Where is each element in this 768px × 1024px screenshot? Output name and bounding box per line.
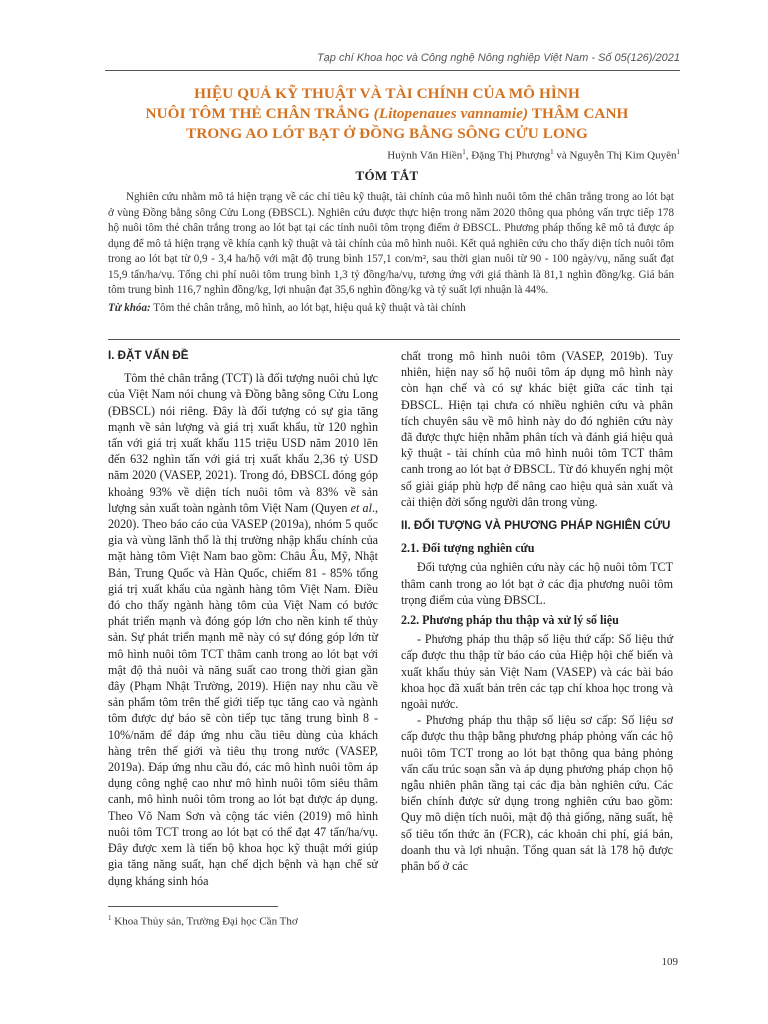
author-affiliation-mark: 1 [550,148,554,156]
title-line-2 [100,104,674,124]
author-affiliation-mark: 1 [676,148,680,156]
keywords-text: Tôm thẻ chân trắng, mô hình, ao lót bạt, hiệu quả kỹ thuật và tài chính [150,301,466,314]
abstract [108,190,674,316]
subsection-2-2-title: 2.2. Phương pháp thu thập và xử lý số liệu [401,613,619,628]
author-affiliation-mark: 1 [462,148,466,156]
subsection-2-1-title: 2.1. Đối tượng nghiên cứu [401,541,535,556]
primary-data-paragraph: - Phương pháp thu thập số liệu sơ cấp: Số liệu sơ cấp được thu thập bằng phương pháp phỏng vấn các hộ nuôi tôm TCT trong ao lót bạt thông qua bảng phỏng vấn cấu trúc soạn sẵn và áp dụng phương pháp chọn hộ ngẫu nhiên phân tầng tại các địa bàn nghiên cứu. Các biến chính được sử dụng trong nghiên cứu bao gồm: Quy mô diện tích nuôi, mật độ thả giống, năng suất, hệ số tiêu tốn thức ăn (FCR), các khoản chi phí, giá bán, doanh thu và lợi nhuận. Tổng quan sát là 178 hộ được phân bố ở các [401,713,673,874]
section-1-paragraph [108,370,378,889]
title-line-2-post: THÂM CANH [528,105,629,122]
keywords-label: Từ khóa: [108,301,151,314]
section-1-continuation: chất trong mô hình nuôi tôm (VASEP, 2019b). Tuy nhiên, hiện nay số hộ nuôi tôm áp dụng mô hình này còn hạn chế và có sự khác biệt giữa các tỉnh tại ĐBSCL. Hiện tại chưa có nhiều nghiên cứu và phân tích chuyên sâu về mô hình này do đó nghiên cứu này đã được thực hiện nhằm phân tích và đánh giá hiệu quả kỹ thuật - tài chính của mô hình nuôi tôm TCT thâm canh trong ao lót bạt ở ĐBSCL. Từ đó khuyến nghị một số giải giáp phù hợp để nâng cao hiệu quả sản xuất và cải thiện đời sống người dân trong vùng. [401,349,673,509]
page-number: 109 [661,956,678,968]
section-1-title: I. ĐẶT VẤN ĐỀ [108,349,189,362]
keywords [108,301,674,317]
title-line-3: TRONG AO LÓT BẠT Ở ĐỒNG BẰNG SÔNG CỬU LONG [186,125,588,142]
journal-header: Tạp chí Khoa học và Công nghệ Nông nghiệp Việt Nam - Số 05(126)/2021 [316,52,680,64]
author-1: Huỳnh Văn Hiền [387,149,463,162]
left-column [108,348,378,889]
paper-title [100,84,674,144]
paragraph-text: ., 2020). Theo báo cáo của VASEP (2019a), nhóm 5 quốc gia và vùng lãnh thổ là thị trường nhập khẩu chính của mặt hàng tôm Việt Nam bao gồm: Châu Âu, Mỹ, Nhật Bản, Trung Quốc và Hàn Quốc, chiếm 81 - 85% tổng giá trị xuất khẩu của ngành hàng tôm Việt Nam. Điều đó cho thấy ngành hàng tôm của Việt Nam có bước phát triển mạnh và đóng góp lớn cho nền kinh tế thủy sản. Sự phát triển mạnh mẽ này có sự đóng góp lớn từ mô hình nuôi tôm TCT thâm canh trong ao lót bạt với mật độ thả nuôi và năng suất cao trong thời gian gần đây (Phạm Nhật Trường, 2019). Hiện nay nhu cầu về sản phẩm tôm trên thế giới tiếp tục tăng cao và ngành tôm được dự báo sẽ còn tiếp tục tăng trung bình 8 - 10%/năm để đáp ứng nhu cầu tiêu dùng của khách hàng trên thế giới và tiêu thụ trong nước (VASEP, 2019a). Đáp ứng nhu cầu đó, các mô hình nuôi tôm áp dụng công nghệ cao như mô hình nuôi tôm siêu thâm canh, mô hình nuôi tôm trong ao lót bạt được áp dụng. Theo Võ Nam Sơn và cộng tác viên (2019) mô hình nuôi tôm TCT trong ao lót bạt có thể đạt 47 tấn/ha/vụ. Đây được xem là tiến bộ khoa học kỹ thuật mới giúp gia tăng năng suất, hạn chế dịch bệnh và hạn chế sử dụng kháng sinh hóa [108,500,378,888]
right-column [401,348,673,874]
abstract-body: Nghiên cứu nhằm mô tả hiện trạng về các chỉ tiêu kỹ thuật, tài chính của mô hình nuôi tôm thẻ chân trắng trong ao lót bạt ở vùng Đồng bằng sông Cửu Long (ĐBSCL). Nghiên cứu được thực hiện trong năm 2020 thông qua phỏng vấn trực tiếp 178 hộ nuôi tôm thẻ chân trắng trong ao lót bạt tại các tỉnh nuôi tôm trọng điểm ở ĐBSCL. Phương pháp thống kê mô tả được áp dụng để mô tả hiện trạng về khía cạnh kỹ thuật và tài chính của mô hình nuôi. Kết quả nghiên cứu cho thấy diện tích nuôi tôm trong ao lót bạt từ 0,9 - 3,4 ha/hộ với mật độ trung bình 157,1 con/m², sau thời gian nuôi từ 90 - 100 ngày/vụ, năng suất đạt 15,9 tấn/ha/vụ. Tổng chi phí nuôi tôm trung bình 1,3 tỷ đồng/ha/vụ, tương ứng với giá thành là 81,1 nghìn đồng/kg. Giá bán tôm trung bình 116,7 nghìn đồng/kg, lợi nhuận đạt 35,6 nghìn đồng/kg và tỷ suất lợi nhuận là 44%. [108,191,674,296]
abstract-divider [108,339,680,340]
secondary-data-paragraph: - Phương pháp thu thập số liệu thứ cấp: Số liệu thứ cấp được thu thập từ báo cáo của Hiệp hội chế biến và xuất khẩu thủy sản Việt Nam (VASEP) và các bài báo khoa học đã xuất bản trên các tạp chí khoa học trong và ngoài nước. [401,632,673,712]
footnote [108,914,298,928]
title-line-1: HIỆU QUẢ KỸ THUẬT VÀ TÀI CHÍNH CỦA MÔ HÌNH [194,85,580,102]
et-al: et al [350,500,372,515]
authors [387,148,680,162]
author-3: và Nguyễn Thị Kim Quyên [553,149,677,162]
author-2: , Đặng Thị Phượng [465,149,551,162]
subsection-2-1-paragraph: Đối tượng của nghiên cứu này các hộ nuôi tôm TCT thâm canh trong ao lót bạt ở các địa phương nuôi tôm trọng điểm của vùng ĐBSCL. [401,560,673,607]
abstract-heading: TÓM TẮT [355,168,419,183]
species-name: (Litopenaues vannamie) [373,105,529,122]
footnote-text: Khoa Thủy sản, Trường Đại học Cần Thơ [111,915,298,928]
header-divider [105,70,680,71]
section-2-title: II. ĐỐI TƯỢNG VÀ PHƯƠNG PHÁP NGHIÊN CỨU [401,519,671,533]
title-line-2-pre: NUÔI TÔM THẺ CHÂN TRẮNG [145,105,374,122]
footnote-divider [108,906,278,907]
footnote-mark: 1 [108,914,112,922]
paragraph-text: Tôm thẻ chân trắng (TCT) là đối tượng nuôi chủ lực của Việt Nam nói chung và Đồng bằng sông Cửu Long (ĐBSCL) nói riêng. Đây là đối tượng có sự gia tăng mạnh về sản lượng và giá trị xuất khẩu, từ 120 nghìn tấn với giá trị xuất khẩu 115 triệu USD năm 2010 lên đến 632 nghìn tấn với giá trị xuất khẩu 2,36 tỷ USD năm 2020 (VASEP, 2021). Trong đó, ĐBSCL đóng góp khoảng 93% về diện tích nuôi tôm và 83% về sản lượng sản xuất toàn ngành tôm Việt Nam (Quyen [108,371,378,515]
